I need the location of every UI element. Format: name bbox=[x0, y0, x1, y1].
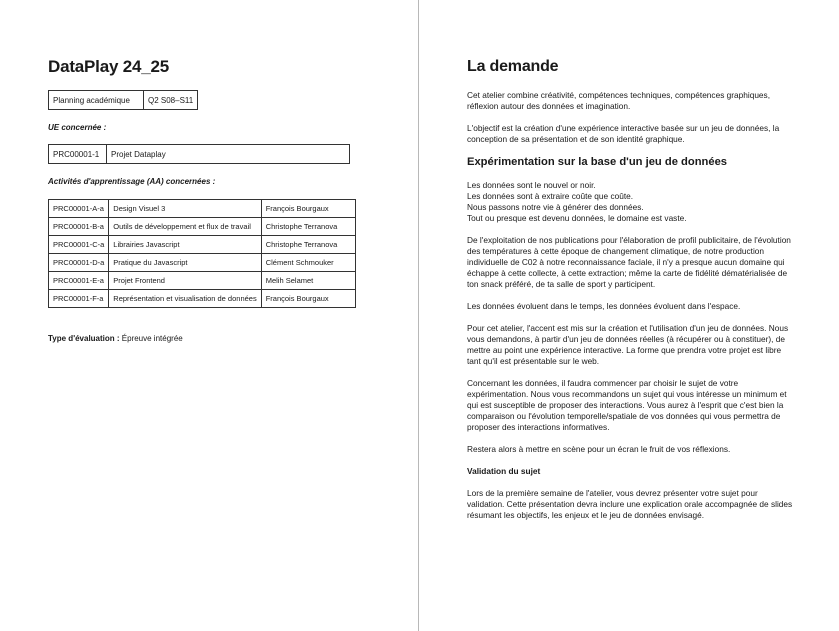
ue-table bbox=[48, 144, 350, 164]
aa-label: Activités d'apprentissage (AA) concernées : bbox=[48, 177, 216, 186]
aa-teacher: François Bourgaux bbox=[261, 200, 355, 218]
aa-code: PRC00001-B-a bbox=[49, 218, 109, 236]
paragraph-exploitation: De l'exploitation de nos publications pour l'élaboration de profil publicitaire, de l'évolution des températures à cette époque de changement climatique, de notre production individuelle de C02 à notre reconnaissance faciale, il n'y a presque aucun domaine qui échappe à cette collecte, à cette extraction; même la carte de fidélité dématérialisée de ton snack préféré, de ta salle de sport y participent. bbox=[467, 235, 791, 289]
planning-label: Planning académique bbox=[49, 91, 144, 110]
aa-name: Pratique du Javascript bbox=[109, 254, 261, 272]
right-page bbox=[420, 0, 839, 631]
aa-name: Design Visuel 3 bbox=[109, 200, 261, 218]
line-item: Les données sont à extraire coûte que coûte. bbox=[467, 191, 634, 201]
table-row bbox=[49, 91, 198, 110]
line-item: Tout ou presque est devenu données, le domaine est vaste. bbox=[467, 213, 687, 223]
table-row bbox=[49, 272, 356, 290]
evaluation-line bbox=[48, 334, 183, 343]
paragraph-evolution: Les données évoluent dans le temps, les données évoluent dans l'espace. bbox=[467, 301, 741, 311]
aa-code: PRC00001-F-a bbox=[49, 290, 109, 308]
paragraph-restera: Restera alors à mettre en scène pour un écran le fruit de vos réflexions. bbox=[467, 444, 731, 454]
intro-paragraph-1: Cet atelier combine créativité, compétences techniques, compétences graphiques, réflexion autour des données et imagination. bbox=[467, 90, 771, 111]
left-page bbox=[0, 0, 418, 631]
line-item: Les données sont le nouvel or noir. bbox=[467, 180, 596, 190]
intro-paragraph-2: L'objectif est la création d'une expérience interactive basée sur un jeu de données, la conception de sa présentation et de son identité graphique. bbox=[467, 123, 780, 144]
page-title: DataPlay 24_25 bbox=[48, 57, 170, 76]
aa-code: PRC00001-C-a bbox=[49, 236, 109, 254]
aa-teacher: Christophe Terranova bbox=[261, 218, 355, 236]
page-divider bbox=[418, 0, 419, 631]
table-row bbox=[49, 218, 356, 236]
aa-name: Représentation et visualisation de données bbox=[109, 290, 261, 308]
ue-name: Projet Dataplay bbox=[107, 145, 350, 164]
aa-name: Librairies Javascript bbox=[109, 236, 261, 254]
planning-table bbox=[48, 90, 198, 110]
paragraph-concernant: Concernant les données, il faudra commencer par choisir le sujet de votre expérimentation. Nous vous recommandons un sujet qui vous intéresse un minimum et qui est susceptible de proposer des interactions. Vous aurez à l'esprit que c'est bien la comparaison ou l'évolution temporelle/spatiale de vos données qui vous permettra de proposer des interactions informatives. bbox=[467, 378, 787, 432]
section-title: La demande bbox=[467, 58, 559, 75]
aa-teacher: François Bourgaux bbox=[261, 290, 355, 308]
line-item: Nous passons notre vie à générer des données. bbox=[467, 202, 644, 212]
ue-label: UE concernée : bbox=[48, 123, 107, 132]
aa-name: Projet Frontend bbox=[109, 272, 261, 290]
ue-code: PRC00001-1 bbox=[49, 145, 107, 164]
aa-code: PRC00001-A-a bbox=[49, 200, 109, 218]
planning-value: Q2 S08–S11 bbox=[144, 91, 198, 110]
table-row bbox=[49, 145, 350, 164]
aa-teacher: Clément Schmouker bbox=[261, 254, 355, 272]
table-row bbox=[49, 200, 356, 218]
aa-name: Outils de développement et flux de travail bbox=[109, 218, 261, 236]
section-heading: Expérimentation sur la base d'un jeu de données bbox=[467, 156, 728, 168]
aa-table bbox=[48, 199, 356, 308]
short-lines bbox=[467, 180, 797, 224]
paragraph-validation: Lors de la première semaine de l'atelier, vous devrez présenter votre sujet pour validation. Cette présentation devra inclure une explication orale accompagnée de slides résumant les objectifs, les enjeux et le jeu de données envisagé. bbox=[467, 488, 793, 520]
aa-code: PRC00001-E-a bbox=[49, 272, 109, 290]
evaluation-value: Épreuve intégrée bbox=[121, 334, 183, 343]
aa-teacher: Christophe Terranova bbox=[261, 236, 355, 254]
paragraph-atelier: Pour cet atelier, l'accent est mis sur la création et l'utilisation d'un jeu de données. Nous vous demandons, à partir d'un jeu de données réelles (à récupérer ou à constituer), de mettre au point une expérience interactive. La forme que prendra votre projet est libre tant qu'il est présentable sur le web. bbox=[467, 323, 789, 366]
aa-code: PRC00001-D-a bbox=[49, 254, 109, 272]
table-row bbox=[49, 290, 356, 308]
table-row bbox=[49, 236, 356, 254]
body-text bbox=[467, 90, 797, 532]
table-row bbox=[49, 254, 356, 272]
aa-teacher: Melih Selamet bbox=[261, 272, 355, 290]
validation-heading: Validation du sujet bbox=[467, 466, 541, 476]
evaluation-label: Type d'évaluation : bbox=[48, 334, 120, 343]
